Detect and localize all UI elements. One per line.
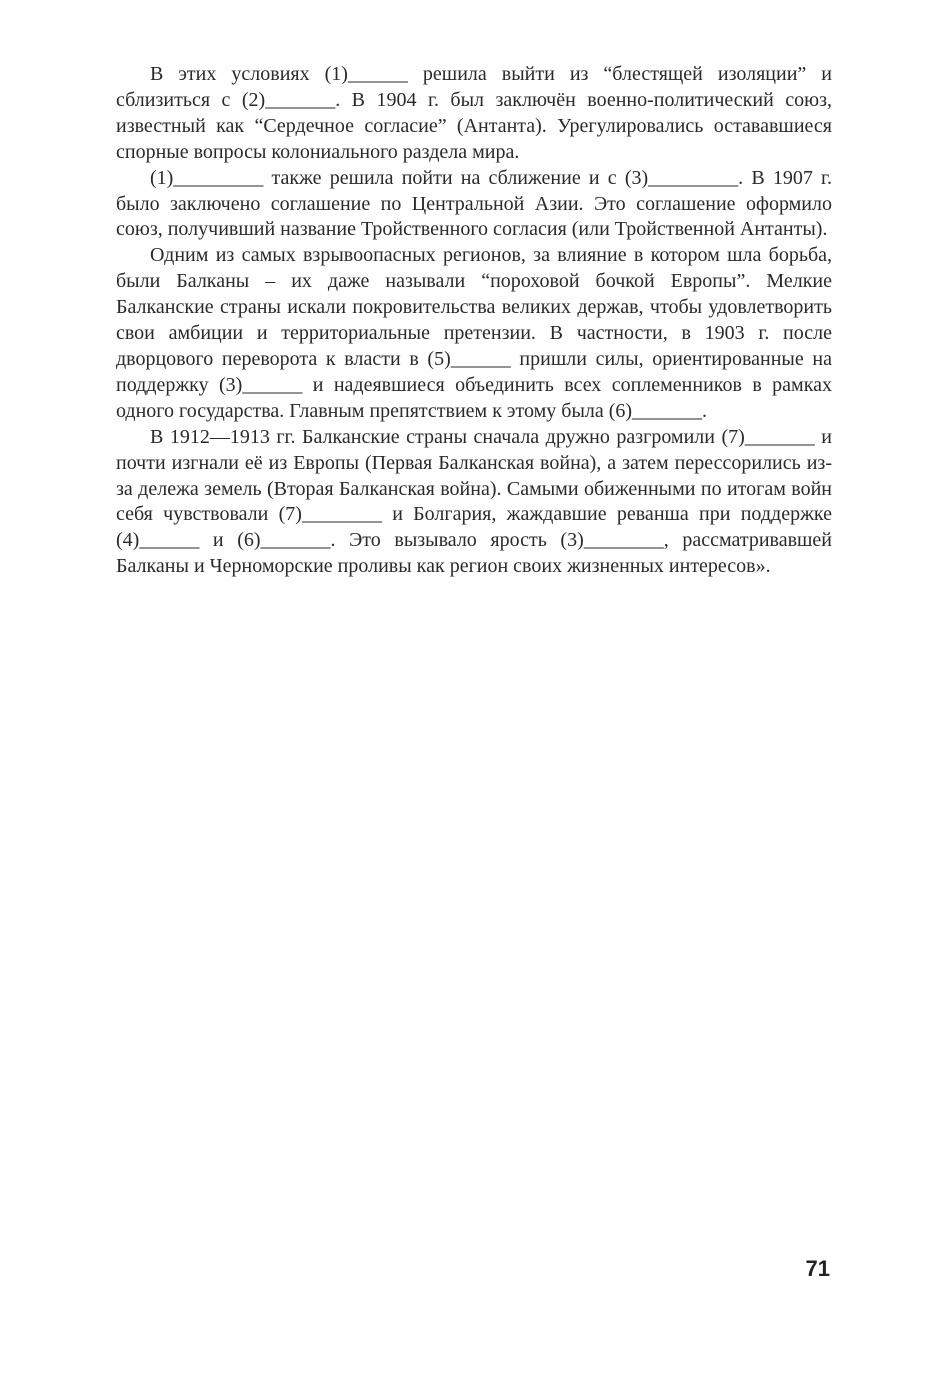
paragraph-4: В 1912—1913 гг. Балканские страны сначала дружно разгромили (7)_______ и почти изгнали её из Европы (Первая Балканская война), а затем перессорились из-за дележа земель (Вторая Балканская война). Самыми обиженными по итогам войн себя чувствовали (7)________ и Болгария, жаждавшие реванша при поддержке (4)______ и (6)_______. Это вызывало ярость (3)________, рассматривавшей Балканы и Черноморские проливы как регион своих жизненных интересов». [116, 425, 832, 578]
paragraph-1: В этих условиях (1)______ решила выйти из “блестящей изоляции” и сблизиться с (2)_______. В 1904 г. был заключён военно-политический союз, известный как “Сердечное согласие” (Антанта). Урегулировались остававшиеся спорные вопросы колониального раздела мира. [116, 63, 832, 163]
body-text [116, 62, 832, 580]
paragraph-2: (1)_________ также решила пойти на сближение и с (3)_________. В 1907 г. было заключено соглашение по Центральной Азии. Это соглашение оформило союз, получивший название Тройственного согласия (или Тройственной Антанты). [116, 166, 832, 241]
paragraph-3: Одним из самых взрывоопасных регионов, за влияние в котором шла борьба, были Балканы – их даже называли “пороховой бочкой Европы”. Мелкие Балканские страны искали покровительства великих держав, чтобы удовлетворить свои амбиции и территориальные претензии. В частности, в 1903 г. после дворцового переворота к власти в (5)______ пришли силы, ориентированные на поддержку (3)______ и надеявшиеся объединить всех соплеменников в рамках одного государства. Главным препятствием к этому была (6)_______. [116, 244, 832, 422]
page-number: 71 [805, 1256, 830, 1281]
